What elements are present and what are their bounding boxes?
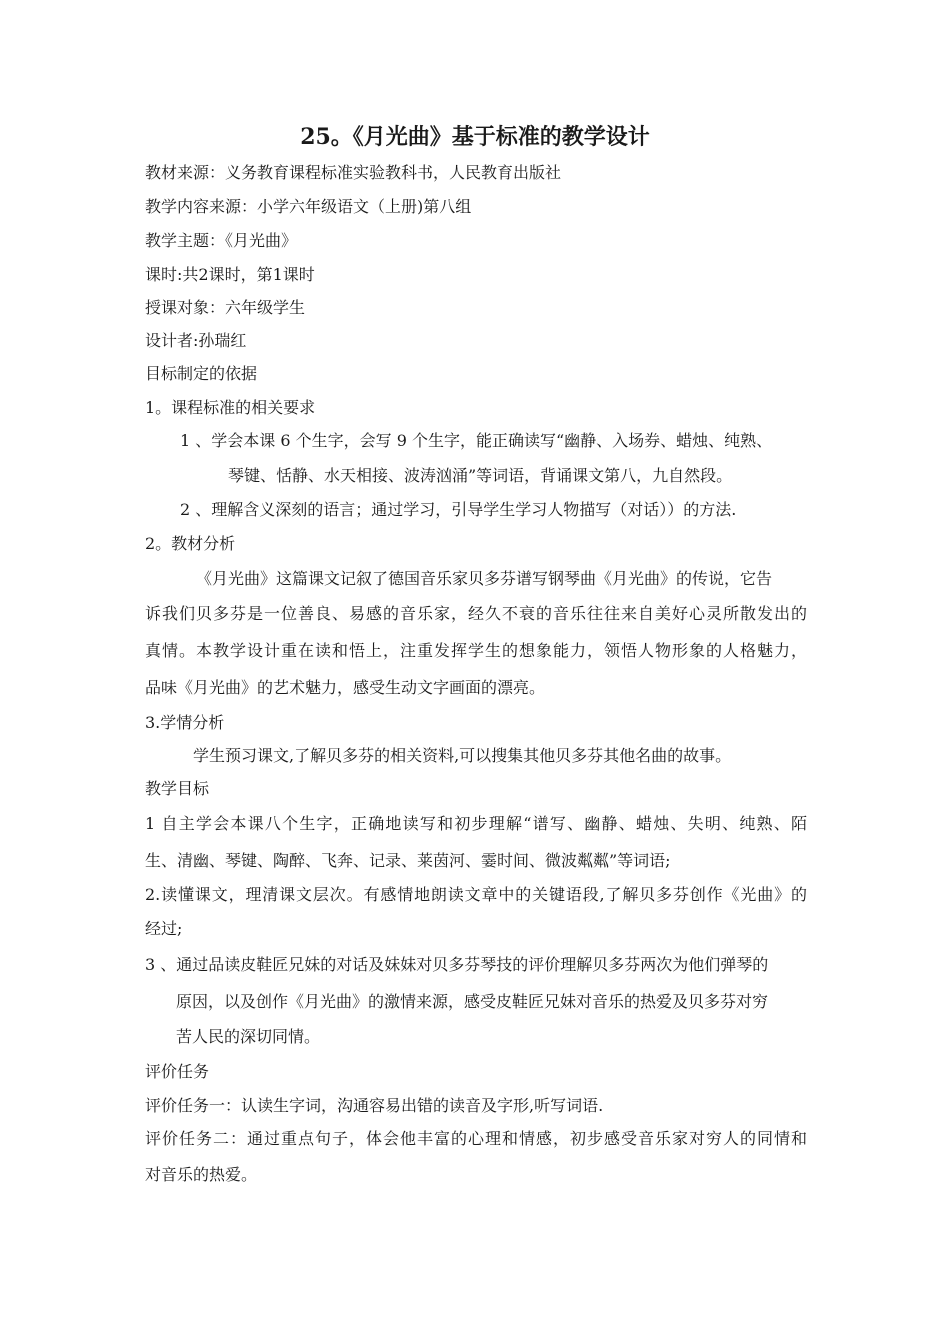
material-analysis-heading: 2。教材分析 (145, 534, 236, 553)
evaluation-task-2-line-1: 评价任务二：通过重点句子，体会他丰富的心理和情感，初步感受音乐家对穷人的同情和 (145, 1129, 807, 1148)
requirement-2-line: 2 、理解含义深刻的语言；通过学习，引导学生学习人物描写（对话））的方法. (180, 500, 737, 519)
goal-1-line-2: 生、清幽、琴键、陶醉、飞奔、记录、莱茵河、霎时间、微波粼粼”等词语; (145, 851, 671, 870)
material-analysis-line-3: 真情。本教学设计重在读和悟上，注重发挥学生的想象能力，领悟人物形象的人格魅力， (145, 641, 807, 660)
material-analysis-line-2: 诉我们贝多芬是一位善良、易感的音乐家，经久不衰的音乐往往来自美好心灵所散发出的 (145, 604, 807, 623)
requirement-1-line-2: 琴键、恬静、水天相接、波涛汹涌”等词语，背诵课文第八，九自然段。 (228, 466, 733, 485)
document-title: 25。《月光曲》基于标准的教学设计 (300, 124, 650, 150)
evaluation-heading: 评价任务 (145, 1062, 210, 1081)
material-analysis-line-1: 《月光曲》这篇课文记叙了德国音乐家贝多芬谱写钢琴曲《月光曲》的传说，它告 (196, 569, 773, 588)
goal-3-line-3: 苦人民的深切同情。 (176, 1027, 321, 1046)
hours-line: 课时:共2课时，第1课时 (145, 265, 315, 284)
goal-1-line-1: 1 自主学会本课八个生字，正确地读写和初步理解“谱写、幽静、蜡烛、失明、纯熟、陌 (145, 814, 807, 833)
audience-line: 授课对象：六年级学生 (145, 298, 306, 317)
goal-3-line-1: 3 、通过品读皮鞋匠兄妹的对话及妹妹对贝多芬琴技的评价理解贝多芬两次为他们弹琴的 (145, 955, 769, 974)
theme-line: 教学主题：《月光曲》 (145, 231, 298, 250)
learner-analysis-heading: 3.学情分析 (145, 713, 225, 732)
evaluation-task-2-line-2: 对音乐的热爱。 (145, 1165, 258, 1184)
designer-line: 设计者:孙瑞红 (145, 331, 247, 350)
material-source-line: 教材来源：义务教育课程标准实验教科书，人民教育出版社 (145, 163, 562, 182)
learner-analysis-line: 学生预习课文,了解贝多芬的相关资料,可以搜集其他贝多芬其他名曲的故事。 (193, 746, 732, 765)
basis-heading: 目标制定的依据 (145, 364, 258, 383)
evaluation-task-1: 评价任务一：认读生字词，沟通容易出错的读音及字形,听写词语. (145, 1096, 604, 1115)
goal-3-line-2: 原因，以及创作《月光曲》的激情来源，感受皮鞋匠兄妹对音乐的热爱及贝多芬对穷 (176, 992, 769, 1011)
requirement-1-line-1: 1 、学会本课 6 个生字，会写 9 个生字，能正确读写“幽静、入场券、蜡烛、纯熟、 (180, 431, 773, 450)
goals-heading: 教学目标 (145, 779, 210, 798)
goal-2-line-1: 2.读懂课文，理清课文层次。有感情地朗读文章中的关键语段,了解贝多芬创作《光曲》的 (145, 885, 807, 904)
material-analysis-line-4: 品味《月光曲》的艺术魅力，感受生动文字画面的漂亮。 (145, 678, 546, 697)
content-source-line: 教学内容来源：小学六年级语文（上册)第八组 (145, 197, 472, 216)
goal-2-line-2: 经过; (145, 919, 183, 938)
standards-heading: 1。课程标准的相关要求 (145, 398, 316, 417)
